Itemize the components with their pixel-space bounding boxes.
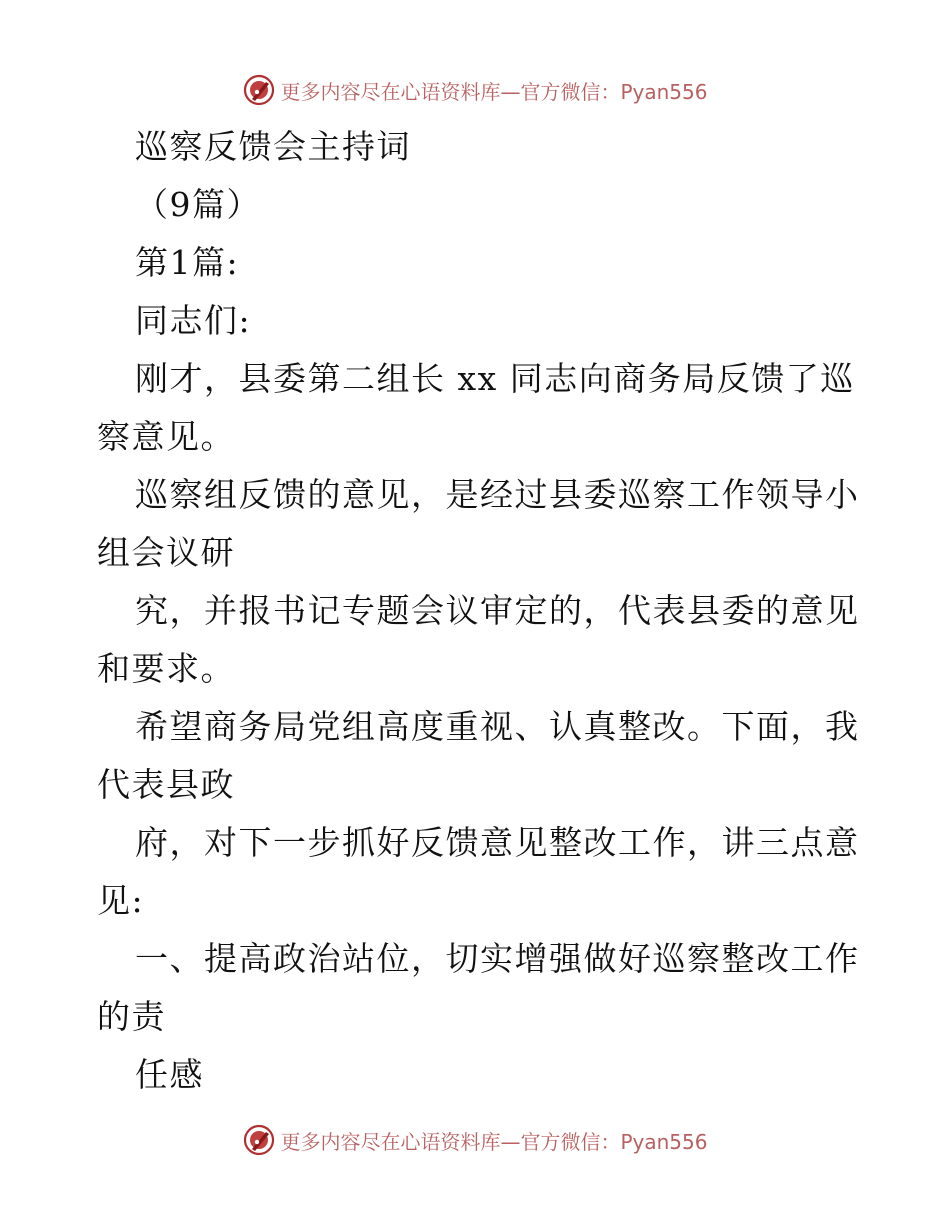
watermark-text: 更多内容尽在心语资料库—官方微信：Pyan556 [280,79,708,104]
paragraph-line: 见: [97,881,145,920]
paragraph-line: 组会议研 [97,533,235,572]
quill-pen-logo-icon [242,1123,276,1157]
paragraph-line: 府，对下一步抓好反馈意见整改工作，讲三点意 [135,823,860,862]
watermark-text: 更多内容尽在心语资料库—官方微信：Pyan556 [280,1129,708,1154]
document-subtitle: （9篇） [135,185,261,224]
paragraph-line: 希望商务局党组高度重视、认真整改。下面，我 [135,707,860,746]
header-watermark [0,72,950,108]
paragraph-line: 巡察组反馈的意见，是经过县委巡察工作领导小 [135,475,860,514]
paragraph-line: 任感 [135,1055,204,1094]
quill-pen-logo-icon [242,73,276,107]
paragraph-line: 究，并报书记专题会议审定的，代表县委的意见 [135,591,860,630]
section-heading: 第1篇: [135,243,240,282]
paragraph-line: 刚才，县委第二组长 xx 同志向商务局反馈了巡 [135,359,855,398]
paragraph-line: 代表县政 [97,765,235,804]
point-heading-line: 的责 [97,997,166,1036]
document-body [97,118,860,1104]
salutation: 同志们: [135,301,252,340]
paragraph-line: 察意见。 [97,417,235,456]
paragraph-line: 和要求。 [97,649,235,688]
point-heading-line: 一、提高政治站位，切实增强做好巡察整改工作 [135,939,860,978]
footer-watermark [0,1122,950,1158]
document-title: 巡察反馈会主持词 [135,127,411,166]
